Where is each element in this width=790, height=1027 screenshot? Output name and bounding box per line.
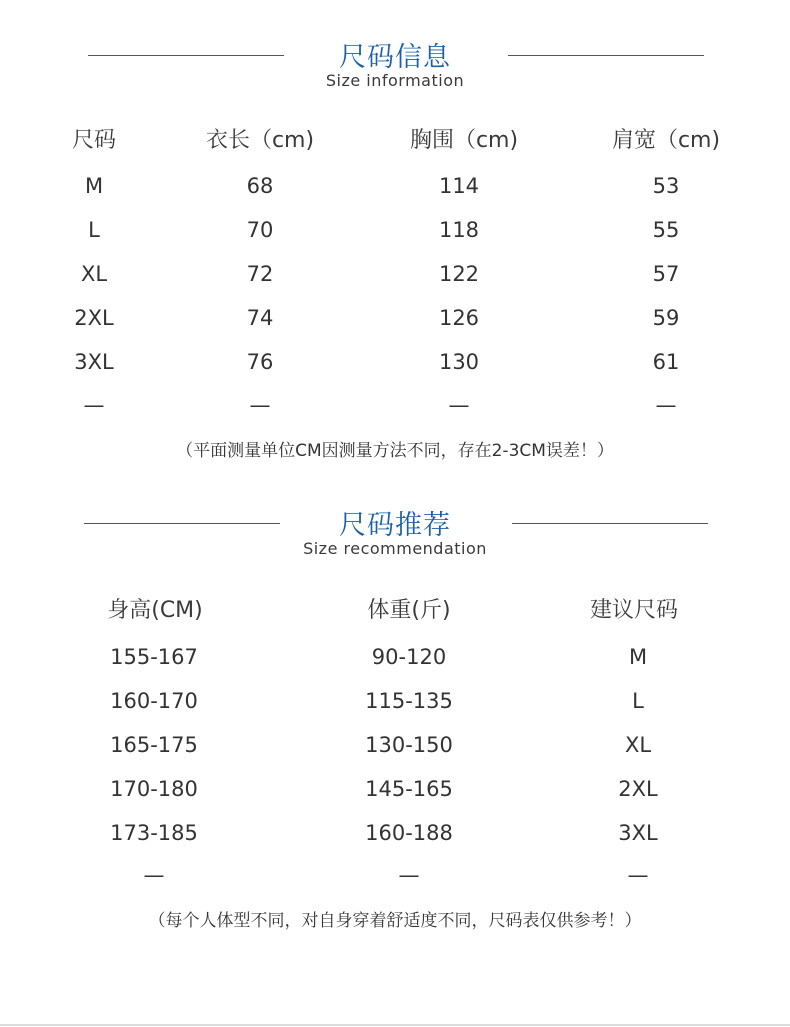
cell-weight: — bbox=[398, 863, 420, 887]
cell-chest: 126 bbox=[438, 306, 480, 330]
cell-weight: 160-188 bbox=[365, 821, 453, 845]
size-rec-subtitle: Size recommendation bbox=[303, 539, 487, 558]
cell-weight: 145-165 bbox=[365, 777, 453, 801]
cell-recommended-size: XL bbox=[624, 733, 652, 757]
table-row bbox=[0, 730, 790, 760]
cell-length: 70 bbox=[246, 218, 274, 242]
cell-length: — bbox=[249, 393, 271, 417]
table-row bbox=[0, 347, 790, 377]
cell-height: 155-167 bbox=[110, 645, 198, 669]
cell-length: 74 bbox=[246, 306, 274, 330]
cell-size: M bbox=[84, 174, 104, 198]
cell-size: — bbox=[83, 393, 105, 417]
header-recommended-size: 建议尺码 bbox=[589, 598, 679, 623]
table-row bbox=[0, 390, 790, 420]
header-length: 衣长（cm) bbox=[205, 128, 315, 153]
header-size: 尺码 bbox=[71, 128, 117, 153]
cell-recommended-size: 3XL bbox=[618, 821, 658, 845]
cell-height: — bbox=[143, 863, 165, 887]
size-rec-note: （每个人体型不同，对自身穿着舒适度不同，尺码表仅供参考！） bbox=[148, 911, 642, 931]
table-row bbox=[0, 259, 790, 289]
cell-recommended-size: — bbox=[627, 863, 649, 887]
cell-chest: — bbox=[448, 393, 470, 417]
table-row bbox=[0, 818, 790, 848]
cell-length: 72 bbox=[246, 262, 274, 286]
header-shoulder: 肩宽（cm) bbox=[611, 128, 721, 153]
cell-size: L bbox=[88, 218, 100, 242]
size-info-subtitle: Size information bbox=[325, 71, 465, 90]
table-row bbox=[0, 215, 790, 245]
cell-shoulder: 59 bbox=[652, 306, 680, 330]
size-info-title-block bbox=[0, 35, 790, 105]
cell-shoulder: 55 bbox=[652, 218, 680, 242]
cell-length: 68 bbox=[246, 174, 274, 198]
cell-recommended-size: L bbox=[632, 689, 644, 713]
cell-weight: 90-120 bbox=[371, 645, 447, 669]
cell-height: 165-175 bbox=[110, 733, 198, 757]
cell-weight: 130-150 bbox=[365, 733, 453, 757]
table-row bbox=[0, 303, 790, 333]
cell-size: 2XL bbox=[74, 306, 114, 330]
table-row bbox=[0, 171, 790, 201]
cell-weight: 115-135 bbox=[365, 689, 453, 713]
table-row bbox=[0, 642, 790, 672]
cell-shoulder: 61 bbox=[652, 350, 680, 374]
header-height: 身高(CM) bbox=[107, 598, 203, 623]
header-weight: 体重(斤) bbox=[367, 598, 451, 623]
cell-shoulder: — bbox=[655, 393, 677, 417]
cell-shoulder: 53 bbox=[652, 174, 680, 198]
cell-chest: 114 bbox=[438, 174, 480, 198]
table-row bbox=[0, 774, 790, 804]
cell-height: 173-185 bbox=[110, 821, 198, 845]
page-bottom-divider bbox=[0, 1024, 790, 1026]
size-rec-header-row bbox=[0, 596, 790, 626]
size-rec-title: 尺码推荐 bbox=[339, 510, 451, 541]
cell-length: 76 bbox=[246, 350, 274, 374]
size-info-header-row bbox=[0, 126, 790, 156]
size-rec-title-block bbox=[0, 503, 790, 573]
cell-height: 170-180 bbox=[110, 777, 198, 801]
size-info-note: （平面测量单位CM因测量方法不同，存在2-3CM误差！） bbox=[176, 441, 614, 461]
cell-height: 160-170 bbox=[110, 689, 198, 713]
header-chest: 胸围（cm) bbox=[409, 128, 519, 153]
cell-recommended-size: M bbox=[628, 645, 648, 669]
cell-chest: 130 bbox=[438, 350, 480, 374]
cell-chest: 122 bbox=[438, 262, 480, 286]
table-row bbox=[0, 860, 790, 890]
size-info-title: 尺码信息 bbox=[339, 42, 451, 73]
table-row bbox=[0, 686, 790, 716]
cell-size: 3XL bbox=[74, 350, 114, 374]
cell-chest: 118 bbox=[438, 218, 480, 242]
cell-size: XL bbox=[80, 262, 108, 286]
cell-shoulder: 57 bbox=[652, 262, 680, 286]
cell-recommended-size: 2XL bbox=[618, 777, 658, 801]
